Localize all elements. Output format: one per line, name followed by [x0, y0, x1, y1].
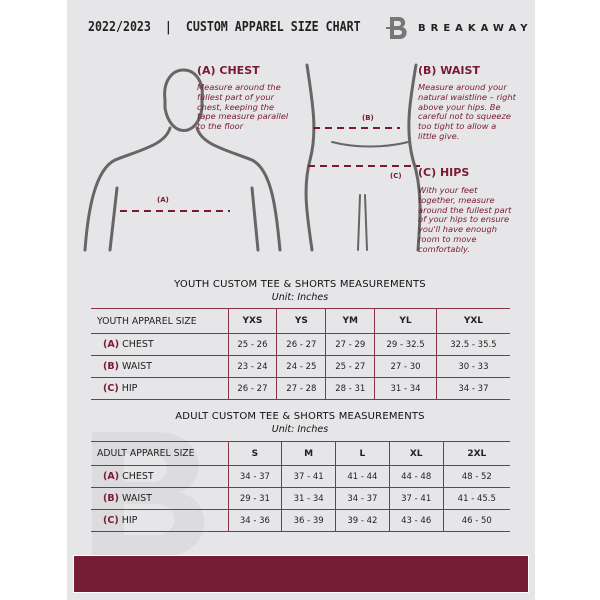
measurement-code: (C) — [103, 383, 119, 394]
size-value: 39 - 42 — [336, 510, 390, 532]
header-cell: L — [336, 442, 390, 466]
measurement-label — [91, 378, 228, 400]
measurement-label — [91, 334, 228, 356]
size-value: 28 - 31 — [326, 378, 375, 400]
measurement-label — [91, 488, 228, 510]
size-value: 32.5 - 35.5 — [436, 334, 510, 356]
youth-unit: Unit: Inches — [271, 292, 329, 303]
leg-inner — [358, 195, 367, 250]
adult-size-table — [91, 441, 510, 532]
size-value: 48 - 52 — [443, 466, 510, 488]
table-row — [91, 466, 510, 488]
waist-heading: (B) WAIST — [418, 64, 480, 77]
size-value: 29 - 32.5 — [375, 334, 437, 356]
size-value: 27 - 30 — [375, 356, 437, 378]
size-value: 46 - 50 — [443, 510, 510, 532]
table-header-row — [91, 309, 510, 334]
size-value: 41 - 45.5 — [443, 488, 510, 510]
size-value: 34 - 37 — [436, 378, 510, 400]
measurement-code: (B) — [103, 493, 119, 504]
size-value: 25 - 26 — [228, 334, 277, 356]
table-row — [91, 510, 510, 532]
size-value: 43 - 46 — [389, 510, 443, 532]
measurement-code: (A) — [103, 471, 120, 482]
size-value: 44 - 48 — [389, 466, 443, 488]
measurement-name: CHEST — [122, 471, 154, 482]
size-value: 29 - 31 — [228, 488, 282, 510]
header-cell: YL — [375, 309, 437, 334]
header-cell: YXL — [436, 309, 510, 334]
size-value: 27 - 29 — [326, 334, 375, 356]
measurement-label — [91, 466, 228, 488]
measurement-label — [91, 510, 228, 532]
chest-heading: (A) CHEST — [197, 64, 260, 77]
waist-marker: (B) — [362, 114, 374, 122]
footer-bar — [73, 555, 529, 593]
measurement-name: WAIST — [121, 361, 152, 372]
size-value: 24 - 25 — [277, 356, 326, 378]
size-value: 41 - 44 — [336, 466, 390, 488]
table-row — [91, 488, 510, 510]
size-value: 26 - 27 — [228, 378, 277, 400]
measurement-name: CHEST — [122, 339, 154, 350]
adult-unit: Unit: Inches — [271, 424, 329, 435]
header-cell: XL — [389, 442, 443, 466]
chest-description: Measure around the fullest part of your chest, keeping the tape measure parallel to the floor — [197, 82, 289, 132]
hips-description: With your feet together, measure around the fullest part of your hips to ensure you'll have enough room to move comfortably. — [418, 185, 512, 254]
adult-table-title: ADULT CUSTOM TEE & SHORTS MEASUREMENTS — [175, 411, 425, 422]
table-header-row — [91, 442, 510, 466]
header-cell: M — [282, 442, 336, 466]
hips-heading: (C) HIPS — [418, 166, 470, 179]
header-cell: 2XL — [443, 442, 510, 466]
table-row — [91, 334, 510, 356]
hip-line — [332, 142, 408, 147]
chest-marker: (A) — [157, 196, 169, 204]
size-value: 26 - 27 — [277, 334, 326, 356]
size-value: 36 - 39 — [282, 510, 336, 532]
size-value: 23 - 24 — [228, 356, 277, 378]
size-value: 37 - 41 — [282, 466, 336, 488]
measurement-code: (C) — [103, 515, 119, 526]
youth-table-title: YOUTH CUSTOM TEE & SHORTS MEASUREMENTS — [174, 279, 426, 290]
header-cell: ADULT APPAREL SIZE — [91, 442, 228, 466]
size-value: 31 - 34 — [282, 488, 336, 510]
measurement-label — [91, 356, 228, 378]
measurement-name: WAIST — [121, 493, 152, 504]
size-value: 34 - 36 — [228, 510, 282, 532]
measurement-code: (A) — [103, 339, 120, 350]
table-row — [91, 378, 510, 400]
size-value: 37 - 41 — [389, 488, 443, 510]
size-value: 30 - 33 — [436, 356, 510, 378]
header-cell: YXS — [228, 309, 277, 334]
youth-size-table — [91, 308, 510, 400]
size-value: 34 - 37 — [336, 488, 390, 510]
brand-name: BREAKAWAY — [418, 23, 533, 34]
header-cell: YOUTH APPAREL SIZE — [91, 309, 228, 334]
measurement-name: HIP — [121, 515, 138, 526]
size-value: 25 - 27 — [326, 356, 375, 378]
page-title: 2022/2023 | CUSTOM APPAREL SIZE CHART — [88, 19, 361, 35]
arms-inner — [110, 188, 258, 250]
table-row — [91, 356, 510, 378]
header-cell: S — [228, 442, 282, 466]
size-value: 34 - 37 — [228, 466, 282, 488]
measurement-code: (B) — [103, 361, 119, 372]
measurement-name: HIP — [121, 383, 138, 394]
torso-outline — [306, 65, 420, 250]
size-value: 27 - 28 — [277, 378, 326, 400]
size-value: 31 - 34 — [375, 378, 437, 400]
header-cell: YS — [277, 309, 326, 334]
hips-marker: (C) — [390, 172, 402, 180]
header-cell: YM — [326, 309, 375, 334]
brand-logo-icon — [386, 15, 410, 41]
waist-description: Measure around your natural waistline – right above your hips. Be careful not to squeeze too tight to allow a little give. — [418, 82, 516, 141]
